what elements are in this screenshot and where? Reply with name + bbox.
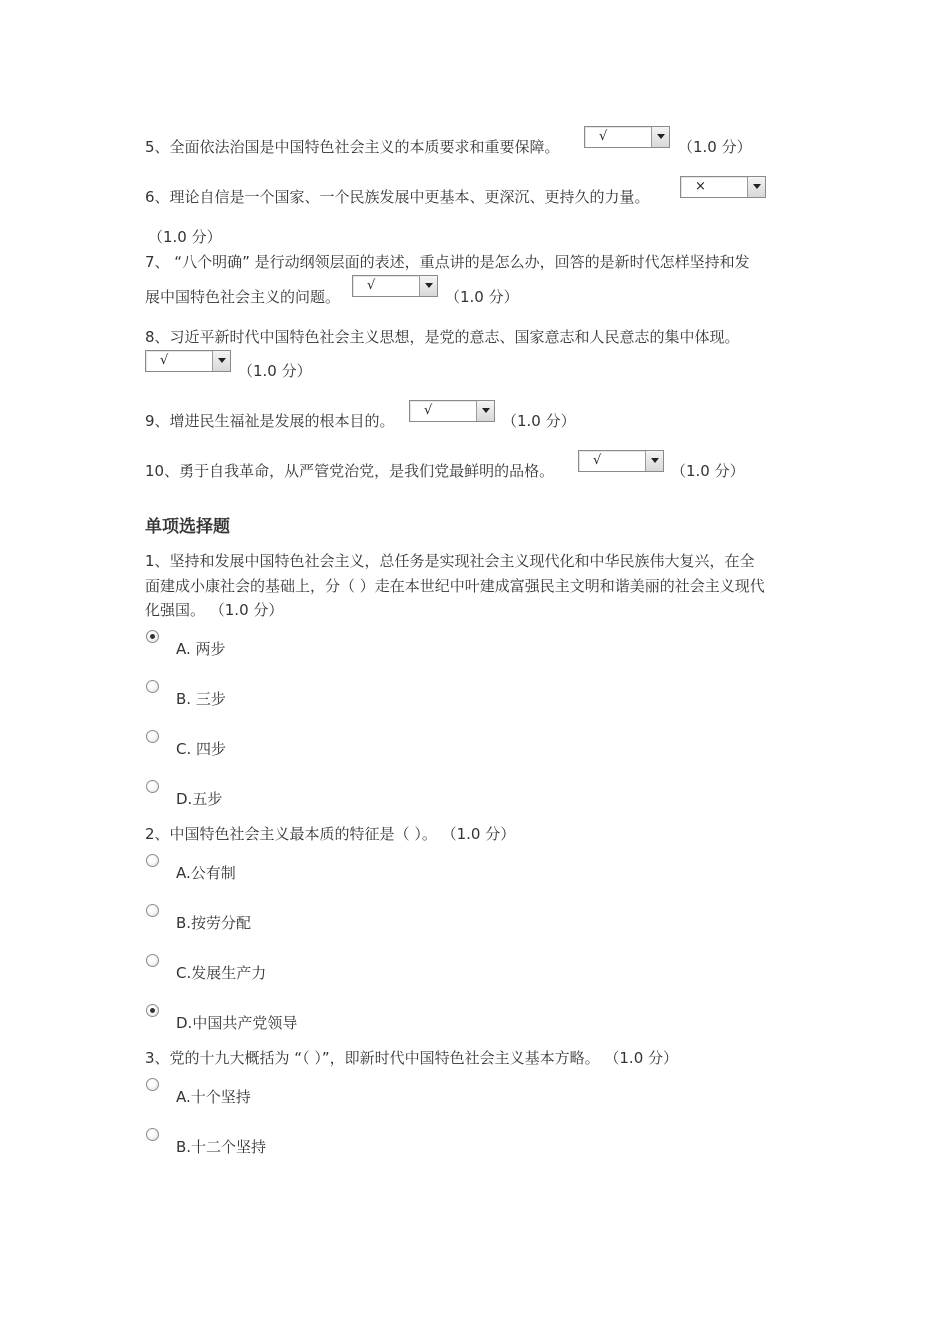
question-8-score: （1.0 分）	[238, 362, 312, 380]
question-5-answer-select[interactable]	[584, 126, 670, 148]
chevron-down-icon[interactable]	[651, 127, 669, 147]
single-q3-line1: 3、党的十九大概括为 “（ ）”，即新时代中国特色社会主义基本方略。 （1.0 分）	[145, 1049, 679, 1067]
question-10-score: （1.0 分）	[671, 462, 745, 480]
single-q1-option-d-radio[interactable]	[146, 780, 159, 793]
chevron-down-icon[interactable]	[747, 177, 765, 197]
single-q1-line2: 面建成小康社会的基础上，分（ ）走在本世纪中叶建成富强民主文明和谐美丽的社会主义现代	[145, 577, 765, 595]
question-6-answer-value: ×	[695, 179, 706, 194]
chevron-down-icon[interactable]	[419, 276, 437, 296]
question-5-score: （1.0 分）	[678, 138, 752, 156]
single-q1-option-b-label[interactable]: B. 三步	[176, 690, 226, 708]
single-q3-option-b-radio[interactable]	[146, 1128, 159, 1141]
single-q1-option-c-label[interactable]: C. 四步	[176, 740, 227, 758]
single-q1-option-a-radio[interactable]	[146, 630, 159, 643]
question-9-score: （1.0 分）	[502, 412, 576, 430]
single-q2-option-b-radio[interactable]	[146, 904, 159, 917]
question-5-answer-value: √	[599, 129, 608, 144]
single-q1-option-a-label[interactable]: A. 两步	[176, 640, 226, 658]
question-9-text: 9、增进民生福祉是发展的根本目的。	[145, 412, 395, 430]
chevron-down-icon[interactable]	[476, 401, 494, 421]
single-q2-line1: 2、中国特色社会主义最本质的特征是（ ）。 （1.0 分）	[145, 825, 516, 843]
question-7-score: （1.0 分）	[445, 288, 519, 306]
single-q2-option-d-label[interactable]: D.中国共产党领导	[176, 1014, 298, 1032]
question-6-answer-select[interactable]	[680, 176, 766, 198]
single-q1-option-c-radio[interactable]	[146, 730, 159, 743]
question-8-answer-value: √	[160, 353, 169, 368]
section-title: 单项选择题	[145, 517, 230, 537]
single-q1-line3: 化强国。 （1.0 分）	[145, 601, 284, 619]
single-q2-option-b-label[interactable]: B.按劳分配	[176, 914, 252, 932]
single-q1-line1: 1、坚持和发展中国特色社会主义，总任务是实现社会主义现代化和中华民族伟大复兴，在全	[145, 552, 755, 570]
question-6-score: （1.0 分）	[148, 228, 222, 246]
question-10-text: 10、勇于自我革命，从严管党治党，是我们党最鲜明的品格。	[145, 462, 555, 480]
chevron-down-icon[interactable]	[212, 351, 230, 371]
question-7-text-line1: 7、 “八个明确” 是行动纲领层面的表述，重点讲的是怎么办，回答的是新时代怎样坚持和发	[145, 253, 750, 271]
question-10-answer-select[interactable]	[578, 450, 664, 472]
single-q2-option-c-radio[interactable]	[146, 954, 159, 967]
single-q3-option-b-label[interactable]: B.十二个坚持	[176, 1138, 267, 1156]
single-q1-option-d-label[interactable]: D.五步	[176, 790, 223, 808]
single-q3-option-a-radio[interactable]	[146, 1078, 159, 1091]
question-6-text: 6、理论自信是一个国家、一个民族发展中更基本、更深沉、更持久的力量。	[145, 188, 650, 206]
single-q2-option-c-label[interactable]: C.发展生产力	[176, 964, 267, 982]
single-q2-option-d-radio[interactable]	[146, 1004, 159, 1017]
question-7-answer-value: √	[367, 278, 376, 293]
question-9-answer-value: √	[424, 403, 433, 418]
single-q3-option-a-label[interactable]: A.十个坚持	[176, 1088, 251, 1106]
question-8-answer-select[interactable]	[145, 350, 231, 372]
question-7-answer-select[interactable]	[352, 275, 438, 297]
single-q2-option-a-label[interactable]: A.公有制	[176, 864, 236, 882]
question-9-answer-select[interactable]	[409, 400, 495, 422]
chevron-down-icon[interactable]	[645, 451, 663, 471]
question-5-text: 5、全面依法治国是中国特色社会主义的本质要求和重要保障。	[145, 138, 560, 156]
single-q2-option-a-radio[interactable]	[146, 854, 159, 867]
question-7-text-line2: 展中国特色社会主义的问题。	[145, 288, 341, 306]
question-10-answer-value: √	[593, 453, 602, 468]
question-8-text: 8、习近平新时代中国特色社会主义思想，是党的意志、国家意志和人民意志的集中体现。	[145, 328, 740, 346]
single-q1-option-b-radio[interactable]	[146, 680, 159, 693]
